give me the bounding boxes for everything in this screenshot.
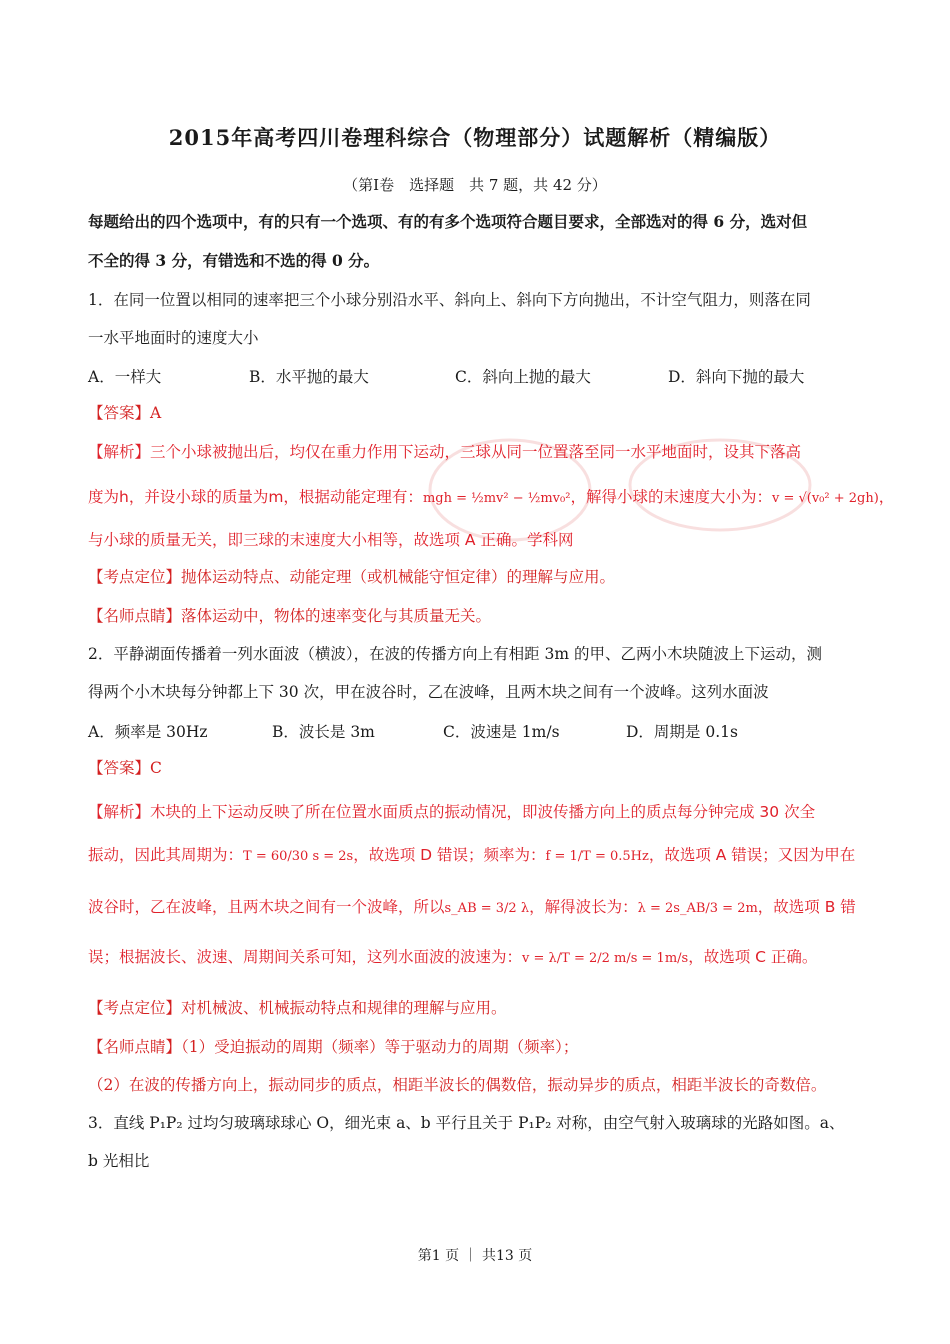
q1-formula-energy: mgh = ½mv² − ½mv₀² [422,491,571,506]
q2-option-c: C．波速是 1m/s [443,723,560,741]
q1-stem-line-2: 一水平地面时的速度大小 [88,329,259,347]
q1-analysis-line-2 [88,487,895,509]
page-footer: 第1 页 ｜ 共13 页 [417,1248,533,1264]
section-subtitle: （第Ⅰ卷 选择题 共 7 题，共 42 分） [343,176,607,194]
q2-analysis-text-h: ，故选项 C 正确。 [688,948,818,966]
q1-analysis-line-3: 与小球的质量无关，即三球的末速度大小相等，故选项 A 正确。学科网 [88,531,574,549]
q2-point: 【考点定位】对机械波、机械振动特点和规律的理解与应用。 [88,999,507,1017]
q2-comment-1: 【名师点睛】（1）受迫振动的周期（频率）等于驱动力的周期（频率）； [88,1038,579,1056]
q2-analysis-text-g: 误；根据波长、波速、周期间关系可知，这列水面波的波速为： [88,948,523,966]
q2-analysis-text-f: ，故选项 B 错 [757,898,856,916]
q2-option-b: B．波长是 3m [272,723,375,741]
q2-analysis-line-3 [88,897,878,919]
page-title: 2015年高考四川卷理科综合（物理部分）试题解析（精编版） [168,125,782,150]
q1-option-a: A．一样大 [88,368,162,386]
q1-option-c: C．斜向上抛的最大 [455,368,591,386]
q2-answer: 【答案】C [88,759,162,777]
q2-option-a: A．频率是 30Hz [88,723,208,741]
q2-analysis-line-4 [88,947,878,969]
q2-formula-wavelength: λ = 2s_AB/3 = 2m [637,901,758,916]
q1-analysis-text-a: 度为h，并设小球的质量为m，根据动能定理有： [88,488,423,506]
instruction-line-2: 不全的得 3 分，有错选和不选的得 0 分。 [88,251,380,270]
q2-formula-distance: s_AB = 3/2 λ [444,901,530,916]
q2-formula-frequency: f = 1/T = 0.5Hz [545,849,649,864]
q2-analysis-line-2 [88,845,878,867]
q1-comment: 【名师点睛】落体运动中，物体的速率变化与其质量无关。 [88,607,492,625]
q1-stem-line-1: 1．在同一位置以相同的速率把三个小球分别沿水平、斜向上、斜向下方向抛出，不计空气阻力，则落在同 [88,291,811,309]
q2-analysis-text-c: ，故选项 A 错误；又因为甲在 [648,846,856,864]
q2-stem-line-2: 得两个小木块每分钟都上下 30 次，甲在波谷时，乙在波峰，且两木块之间有一个波峰。这列水面波 [88,683,769,701]
q1-option-d: D．斜向下抛的最大 [668,368,805,386]
q2-analysis-line-1: 【解析】木块的上下运动反映了所在位置水面质点的振动情况，即波传播方向上的质点每分钟完成 30 次全 [88,803,816,821]
q2-formula-speed: v = λ/T = 2/2 m/s = 1m/s [522,951,689,966]
q1-answer: 【答案】A [88,404,162,422]
q1-analysis-line-1: 【解析】三个小球被抛出后，均仅在重力作用下运动，三球从同一位置落至同一水平地面时，设其下落高 [88,443,802,461]
q1-option-b: B．水平抛的最大 [249,368,369,386]
q1-formula-velocity: v = √(v₀² + 2gh) [771,491,879,506]
q2-stem-line-1: 2．平静湖面传播着一列水面波（横波），在波的传播方向上有相距 3m 的甲、乙两小木块随波上下运动，测 [88,645,823,663]
q1-point: 【考点定位】抛体运动特点、动能定理（或机械能守恒定律）的理解与应用。 [88,568,616,586]
q2-option-d: D．周期是 0.1s [626,723,738,741]
q2-analysis-text-e: ，解得波长为： [529,898,638,916]
q3-stem-line-2: b 光相比 [88,1152,150,1170]
q2-analysis-text-a: 振动，因此其周期为： [88,846,244,864]
q1-analysis-text-b: ，解得小球的末速度大小为： [570,488,772,506]
q2-analysis-text-b: ，故选项 D 错误；频率为： [353,846,546,864]
q1-analysis-text-c: ， [878,488,895,506]
q3-stem-line-1: 3．直线 P₁P₂ 过均匀玻璃球球心 O，细光束 a、b 平行且关于 P₁P₂ 对称，由空气射入玻璃球的光路如图。a、 [88,1114,845,1132]
q2-formula-period: T = 60/30 s = 2s [243,849,354,864]
q2-comment-2: （2）在波的传播方向上，振动同步的质点，相距半波长的偶数倍，振动异步的质点，相距半波长的奇数倍。 [88,1076,827,1094]
instruction-line-1: 每题给出的四个选项中，有的只有一个选项、有的有多个选项符合题目要求，全部选对的得 6 分，选对但 [88,212,808,231]
q2-analysis-text-d: 波谷时，乙在波峰，且两木块之间有一个波峰，所以 [88,898,445,916]
